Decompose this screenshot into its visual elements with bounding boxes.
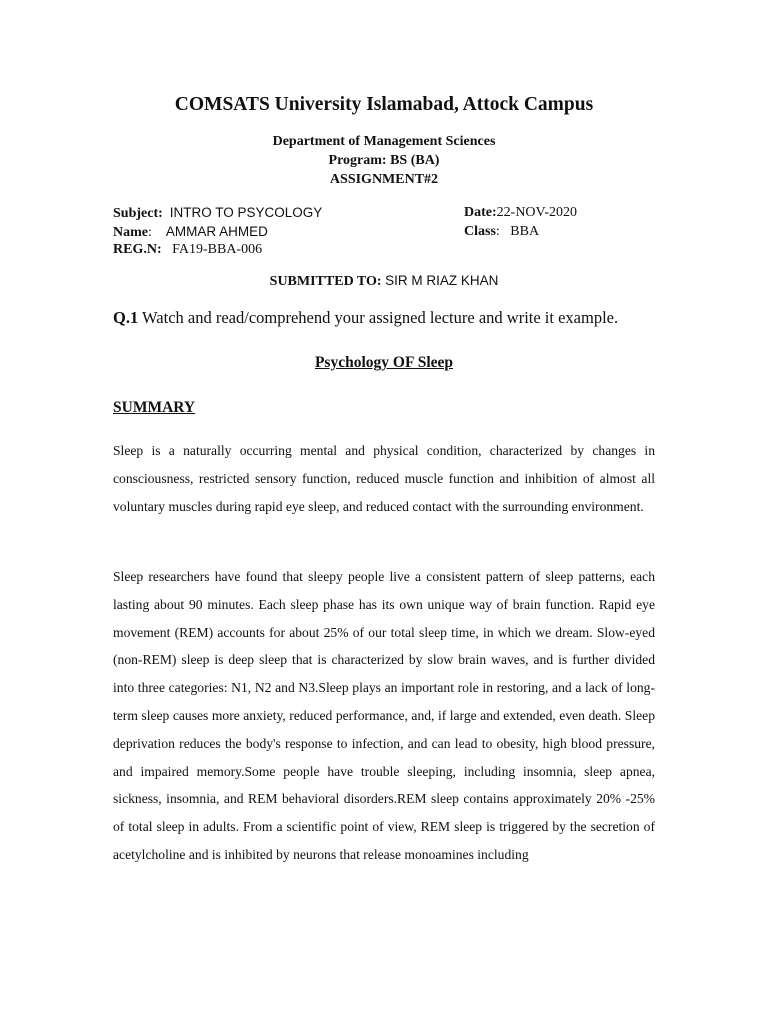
section-title: Psychology OF Sleep bbox=[314, 354, 454, 371]
date-label: Date: bbox=[464, 205, 497, 220]
university-title: COMSATS University Islamabad, Attock Campus bbox=[174, 94, 594, 115]
question-text: Watch and read/comprehend your assigned lecture and write it example. bbox=[142, 308, 619, 327]
subject-field bbox=[113, 205, 322, 222]
date-field bbox=[464, 205, 577, 221]
program-line: Program: BS (BA) bbox=[328, 153, 440, 168]
class-separator: : bbox=[495, 224, 500, 239]
class-label: Class bbox=[464, 224, 496, 239]
summary-heading: SUMMARY bbox=[113, 399, 196, 416]
meta-row-name bbox=[113, 224, 673, 243]
header-block bbox=[0, 132, 768, 189]
name-separator: : bbox=[148, 225, 152, 240]
assignment-line: ASSIGNMENT#2 bbox=[329, 172, 439, 187]
summary-paragraph-1: Sleep is a naturally occurring mental and physical condition, characterized by changes in consciousness, restricted sensory function, reduced muscle function and inhibition of almost all voluntary muscles during rapid eye sleep, and reduced contact with the surrounding environment. bbox=[113, 443, 655, 514]
name-field bbox=[113, 224, 268, 241]
submitted-value: SIR M RIAZ KHAN bbox=[385, 273, 499, 288]
reg-field bbox=[113, 242, 262, 258]
submitted-to bbox=[0, 273, 768, 290]
subject-label: Subject: bbox=[113, 206, 163, 221]
class-field bbox=[464, 224, 539, 240]
question-line bbox=[113, 308, 618, 328]
name-label: Name bbox=[113, 225, 148, 240]
date-value: 22-NOV-2020 bbox=[496, 205, 578, 220]
question-number: Q.1 bbox=[113, 308, 139, 327]
name-value: AMMAR AHMED bbox=[165, 224, 268, 239]
meta-row-subject bbox=[113, 205, 673, 224]
subject-value: INTRO TO PSYCOLOGY bbox=[169, 205, 323, 220]
class-value: BBA bbox=[510, 224, 540, 239]
submitted-label: SUBMITTED TO: bbox=[269, 274, 382, 289]
reg-value: FA19-BBA-006 bbox=[172, 242, 263, 257]
meta-row-reg bbox=[113, 242, 673, 261]
reg-label: REG.N: bbox=[113, 242, 162, 257]
summary-paragraph-2: Sleep researchers have found that sleepy people live a consistent pattern of sleep patterns, each lasting about 90 minutes. Each sleep phase has its own unique way of brain function. Rapid eye movement (REM) accounts for about 25% of our total sleep time, in which we dream. Slow-eyed (non-REM) sleep is deep sleep that is characterized by slow brain waves, and is further divided into three categories: N1, N2 and N3.Sleep plays an important role in restoring, and a lack of long-term sleep causes more anxiety, reduced performance, and, if large and extended, even death. Sleep deprivation reduces the body's response to infection, and can lead to obesity, high blood pressure, and impaired memory.Some people have trouble sleeping, including insomnia, sleep apnea, sickness, insomnia, and REM behavioral disorders.REM sleep contains approximately 20% -25% of total sleep in adults. From a scientific point of view, REM sleep is triggered by the secretion of acetylcholine and is inhibited by neurons that release monoamines including bbox=[113, 569, 655, 862]
department-line: Department of Management Sciences bbox=[272, 134, 496, 149]
